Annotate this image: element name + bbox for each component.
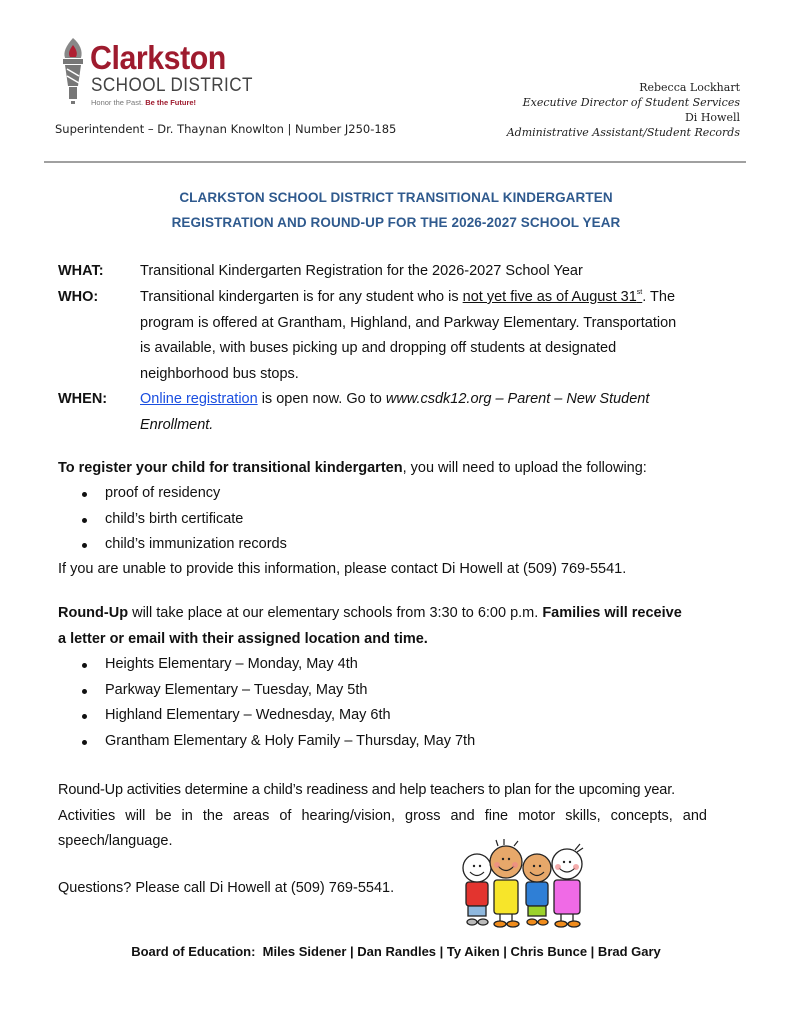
list-item: child’s immunization records — [58, 532, 287, 558]
logo-subtitle: SCHOOL DISTRICT — [91, 75, 253, 96]
website-path-end: Enrollment. — [140, 416, 214, 433]
required-documents-list — [58, 481, 287, 558]
torch-icon — [60, 36, 86, 108]
title-line-2: REGISTRATION AND ROUND-UP FOR THE 2026-2027 SCHOOL YEAR — [171, 215, 621, 230]
when-line-2 — [140, 413, 740, 439]
list-item: child’s birth certificate — [58, 507, 287, 533]
who-line-2: program is offered at Grantham, Highland, and Parkway Elementary. Transportation — [140, 314, 677, 331]
list-item: Heights Elementary – Monday, May 4th — [58, 652, 475, 678]
age-cutoff-text: not yet five as of August 31 — [462, 289, 637, 305]
list-item: Parkway Elementary – Tuesday, May 5th — [58, 678, 475, 704]
activities-line-3: speech/language. — [58, 833, 173, 849]
who-line-1 — [140, 285, 740, 311]
list-item: Grantham Elementary & Holy Family – Thursday, May 7th — [58, 729, 475, 755]
list-item: Highland Elementary – Wednesday, May 6th — [58, 703, 475, 729]
logo-tagline — [91, 98, 196, 107]
staff-name: Di Howell — [684, 111, 740, 124]
age-cutoff — [463, 289, 643, 305]
who-line-3: is available, with buses picking up and dropping off students at designated — [140, 340, 617, 356]
title-line-1: CLARKSTON SCHOOL DISTRICT TRANSITIONAL KINDERGARTEN — [179, 190, 613, 205]
roundup-notice-2: a letter or email with their assigned location and time. — [58, 630, 428, 647]
questions-line: Questions? Please call Di Howell at (509) 769-5541. — [58, 880, 395, 896]
children-icon — [458, 838, 598, 930]
roundup-line-1 — [58, 601, 736, 627]
when-text — [140, 387, 740, 438]
who-text — [140, 285, 740, 387]
roundup-schedule-list — [58, 652, 475, 754]
staff-role: Administrative Assistant/Student Records — [506, 126, 740, 139]
tagline-plain: Honor the Past. — [91, 98, 144, 107]
who-line-4: neighborhood bus stops. — [140, 365, 299, 382]
who-label: WHO: — [58, 289, 99, 305]
registration-contact-note: If you are unable to provide this information, please contact Di Howell at (509) 769-5541. — [58, 561, 627, 577]
who-text-end: . The — [642, 289, 676, 305]
what-label: WHAT: — [58, 263, 104, 279]
online-registration-link[interactable]: Online registration — [140, 391, 258, 407]
roundup-intro — [58, 601, 736, 652]
registration-intro-bold: To register your child for transitional kindergarten — [58, 460, 403, 476]
list-item: proof of residency — [58, 481, 287, 507]
roundup-activities — [58, 778, 736, 855]
header-divider — [44, 161, 746, 163]
registration-intro-rest: , you will need to upload the following: — [402, 460, 647, 476]
roundup-notice-1: Families will receive — [542, 605, 682, 621]
district-logo — [60, 36, 253, 112]
activities-line-1: Round-Up activities determine a child’s readiness and help teachers to plan for the upcoming year. — [58, 782, 675, 798]
staff-contacts — [507, 80, 740, 140]
staff-role: Executive Director of Student Services — [522, 96, 740, 109]
registration-intro — [58, 456, 736, 482]
roundup-bold: Round-Up — [58, 605, 129, 621]
tagline-bold: Be the Future! — [145, 98, 197, 107]
who-text-start: Transitional kindergarten is for any student who is — [140, 289, 463, 305]
what-text: Transitional Kindergarten Registration for the 2026-2027 School Year — [140, 263, 583, 279]
roundup-line-2 — [58, 627, 736, 653]
ordinal-suffix: st — [636, 289, 643, 296]
activities-line-2: Activities will be in the areas of hearing/vision, gross and fine motor skills, concepts, and — [58, 807, 707, 824]
board-of-education: Board of Education: Miles Sidener | Dan Randles | Ty Aiken | Chris Bunce | Brad Gary — [131, 944, 661, 959]
when-label: WHEN: — [58, 391, 108, 407]
website-path: www.csdk12.org – Parent – New Student — [385, 391, 650, 407]
roundup-text: will take place at our elementary schools from 3:30 to 6:00 p.m. — [128, 605, 543, 621]
logo-name: Clarkston — [90, 39, 226, 76]
superintendent-line: Superintendent – Dr. Thaynan Knowlton | Number J250-185 — [55, 122, 397, 136]
when-line-1 — [140, 387, 740, 413]
four-children-illustration — [458, 838, 598, 930]
staff-name: Rebecca Lockhart — [639, 81, 740, 94]
when-text-mid: is open now. Go to — [257, 391, 386, 407]
